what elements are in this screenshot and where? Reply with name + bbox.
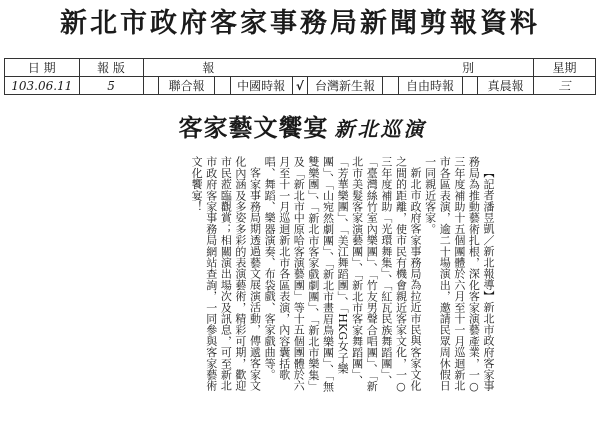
paper-checkbox — [462, 77, 478, 95]
paper-name: 中國時報 — [230, 77, 292, 95]
article-paragraph: 【記者潘昱凱／新北報導】新北市政府客家事務局為推動藝術扎根，深化客家演藝產業，一○三年度補助十五個團體於六月至十一月巡迴新北市各區表演，逾二十場演出，邀請民眾周休假日一同親近客家。 — [423, 156, 495, 394]
date-value: 103.06.11 — [5, 77, 80, 95]
weekday-label: 星期 — [533, 59, 595, 77]
edition-value: 5 — [79, 77, 143, 95]
date-label: 日 期 — [5, 59, 80, 77]
headline-main: 客家藝文饗宴 — [178, 113, 329, 142]
meta-header-row — [5, 59, 596, 77]
newspaper-header — [143, 59, 533, 77]
page-title: 新北市政府客家事務局新聞剪報資料 — [60, 8, 540, 39]
paper-name: 台灣新生報 — [308, 77, 383, 95]
article-body — [110, 156, 495, 401]
headline-sub: 新北巡演 — [334, 117, 427, 141]
paper-name: 真晨報 — [478, 77, 534, 95]
paper-checkbox — [143, 77, 159, 95]
article-paragraph: 客家事務局期透過藝文展演活動，傳遞客家文化內涵及多姿多彩的表演藝術，精彩可期，歡迎市民蒞臨觀賞；相關演出場次及訊息，可至新北市政府客家事務局網站查詢，一同參與客家藝術文化饗宴！ — [190, 156, 262, 392]
paper-checkbox — [382, 77, 398, 95]
category-label: 別 — [462, 61, 475, 75]
paper-checkbox: √ — [292, 77, 308, 95]
weekday-value: 三 — [533, 77, 595, 95]
edition-label: 報 版 — [79, 59, 143, 77]
meta-value-row — [5, 77, 596, 95]
news-clipping — [110, 112, 495, 397]
article-headline — [110, 112, 495, 144]
paper-name: 聯合報 — [159, 77, 215, 95]
paper-label: 報 — [202, 61, 215, 75]
clipping-meta-table — [4, 58, 596, 95]
paper-checkbox — [214, 77, 230, 95]
paper-name: 自由時報 — [398, 77, 462, 95]
article-paragraph: 新北市政府客家事務局為拉近市民與客家文化之間的距離，使市民有機會親近客家文化，一○三年度補助「光環舞集」、「紅瓦民族舞蹈團」、「臺灣絲竹室內樂團」、「竹友男聲合唱團」、「新北市美髮客家演藝團」、「新北市客家舞蹈團」、「芳華樂團」、「美江舞蹈團」、「HKG女子樂團」、「山宛然劇團」、「新北市畫眉鳥樂團」、「無雙樂團」、「新北市客家戲劇團」、「新北市樂集」及「新北市中原哈客演藝團」等十五個團體於六月至十一月巡迴新北市各區表演，內容囊括歌唱、舞蹈、樂器演奏、布袋戲、客家戲曲等。 — [263, 156, 423, 394]
